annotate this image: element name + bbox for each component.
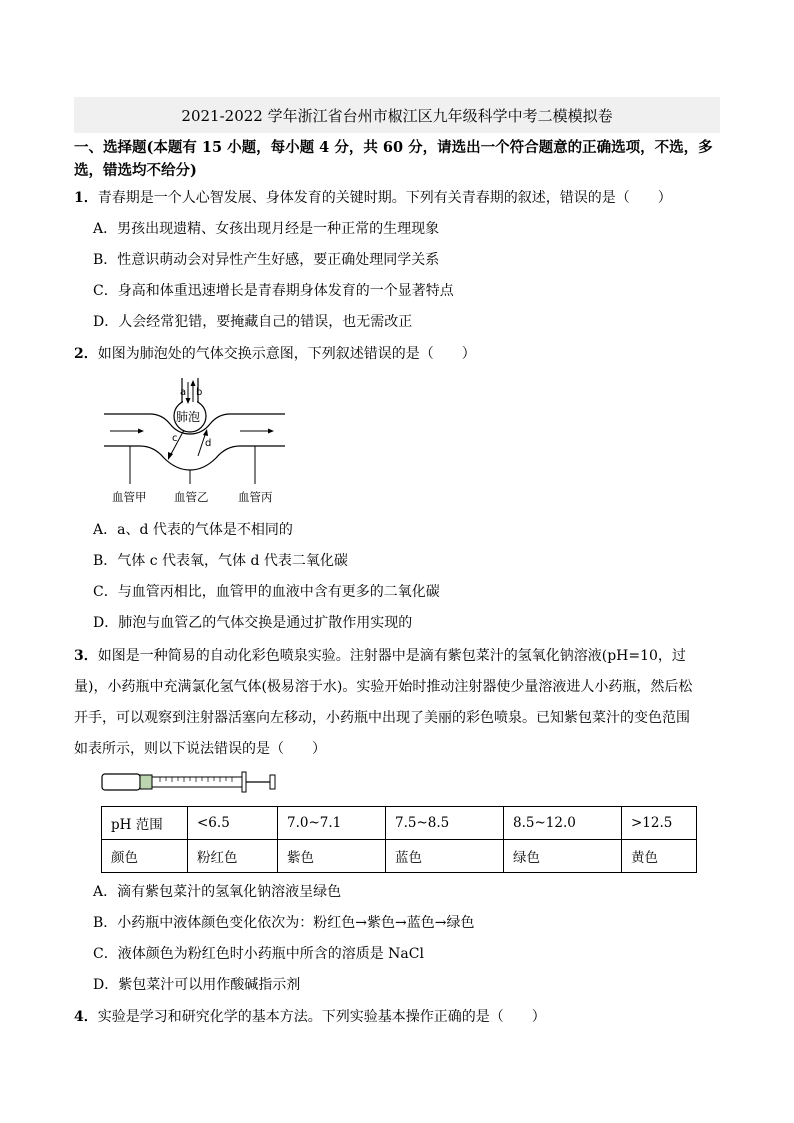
q1-option-a: A．男孩出现遗精、女孩出现月经是一种正常的生理现象 — [93, 221, 440, 237]
question-1 — [74, 187, 672, 207]
table-cell: 绿色 — [504, 840, 622, 873]
table-row — [102, 807, 697, 840]
question-4 — [74, 1006, 546, 1026]
question-stem-line-3: 开手，可以观察到注射器活塞向左移动，小药瓶中出现了美丽的彩色喷泉。已知紫包菜汁的变色范围 — [74, 710, 690, 726]
q2-option-a: A．a、d 代表的气体是不相同的 — [93, 522, 293, 538]
table-cell: <6.5 — [188, 807, 278, 840]
q2-option-d: D．肺泡与血管乙的气体交换是通过扩散作用实现的 — [93, 615, 413, 631]
arrow-label-d: d — [205, 438, 212, 449]
q3-option-b: B．小药瓶中液体颜色变化依次为：粉红色→紫色→蓝色→绿色 — [93, 915, 475, 931]
table-cell: 蓝色 — [386, 840, 504, 873]
vessel-label-yi: 血管乙 — [174, 490, 209, 504]
table-cell: 7.5~8.5 — [386, 807, 504, 840]
vessel-label-jia: 血管甲 — [112, 490, 147, 504]
vessel-label-bing: 血管丙 — [238, 490, 273, 504]
alveolus-gas-exchange-diagram — [100, 374, 300, 508]
section-heading: 一、选择题(本题有 15 小题，每小题 4 分，共 60 分，请选出一个符合题意的正确选项，不选，多选，错选均不给分) — [74, 139, 713, 179]
question-stem-line-4: 如表所示，则以下说法错误的是（ ） — [74, 741, 326, 757]
question-number: 3． — [74, 648, 98, 664]
question-number: 2． — [74, 346, 98, 362]
question-stem-line-1: 如图是一种简易的自动化彩色喷泉实验。注射器中是滴有紫包菜汁的氢氧化钠溶液(pH=10，过 — [97, 648, 686, 664]
question-3 — [74, 645, 686, 665]
q2-option-b: B．气体 c 代表氧，气体 d 代表二氧化碳 — [93, 553, 348, 569]
question-stem: 青春期是一个人心智发展、身体发育的关键时期。下列有关青春期的叙述，错误的是（ ） — [97, 190, 672, 206]
table-cell: >12.5 — [622, 807, 697, 840]
arrow-label-c: c — [172, 433, 178, 444]
table-cell: 黄色 — [622, 840, 697, 873]
q1-option-c: C．身高和体重迅速增长是青春期身体发育的一个显著特点 — [93, 283, 454, 299]
question-stem: 实验是学习和研究化学的基本方法。下列实验基本操作正确的是（ ） — [97, 1009, 546, 1025]
question-number: 4． — [74, 1009, 98, 1025]
table-cell: 7.0~7.1 — [278, 807, 386, 840]
q1-option-b: B．性意识萌动会对异性产生好感，要正确处理同学关系 — [93, 252, 440, 268]
question-stem-line-2: 量)，小药瓶中充满氯化氢气体(极易溶于水)。实验开始时推动注射器使少量溶液进人小药瓶，然后松 — [74, 679, 693, 695]
table-cell: 8.5~12.0 — [504, 807, 622, 840]
table-cell: 颜色 — [102, 840, 188, 873]
ph-color-table — [101, 806, 697, 873]
arrow-label-b: b — [196, 387, 203, 398]
table-cell: 粉红色 — [188, 840, 278, 873]
q3-option-a: A．滴有紫包菜汁的氢氧化钠溶液呈绿色 — [93, 884, 342, 900]
syringe-figure — [100, 770, 280, 794]
table-row — [102, 840, 697, 873]
alveolus-label: 肺泡 — [176, 410, 201, 424]
q1-option-d: D．人会经常犯错，要掩藏自己的错误，也无需改正 — [93, 314, 413, 330]
q2-option-c: C．与血管丙相比，血管甲的血液中含有更多的二氧化碳 — [93, 584, 440, 600]
question-number: 1． — [74, 190, 98, 206]
exam-title: 2021-2022 学年浙江省台州市椒江区九年级科学中考二模模拟卷 — [74, 97, 720, 133]
arrow-label-a: a — [180, 387, 187, 398]
q3-option-c: C．液体颜色为粉红色时小药瓶中所含的溶质是 NaCl — [93, 946, 424, 962]
table-cell: 紫色 — [278, 840, 386, 873]
q3-option-d: D．紫包菜汁可以用作酸碱指示剂 — [93, 977, 301, 993]
question-2 — [74, 343, 476, 363]
table-cell: pH 范围 — [102, 807, 188, 840]
question-stem: 如图为肺泡处的气体交换示意图，下列叙述错误的是（ ） — [97, 346, 476, 362]
